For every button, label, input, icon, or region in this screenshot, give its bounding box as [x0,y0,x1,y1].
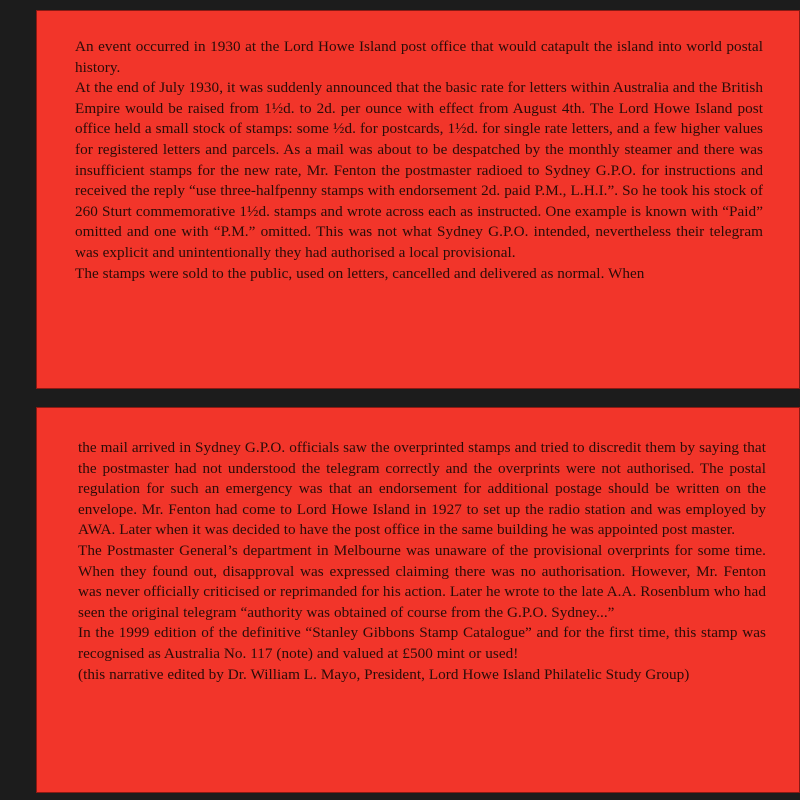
paragraph-mail-arrived: the mail arrived in Sydney G.P.O. officials saw the overprinted stamps and tried to discredit them by saying that the postmaster had not understood the telegram correctly and the overprints were not authorised. The postal regulation for such an emergency was that an endorsement for additional postage should be written on the envelope. Mr. Fenton had come to Lord Howe Island in 1927 to set up the radio station and was employed by AWA. Later when it was decided to have the post office in the same building he was appointed post master. [78,439,766,539]
bottom-text-card [36,407,800,793]
bottom-card-text [78,438,766,685]
paragraph-intro: An event occurred in 1930 at the Lord Howe Island post office that would catapult the island into world postal history. [75,38,763,76]
top-text-card [36,10,800,389]
paragraph-credit: (this narrative edited by Dr. William L. Mayo, President, Lord Howe Island Philatelic Study Group) [78,665,690,683]
top-card-text [75,37,763,284]
paragraph-postmaster-general: The Postmaster General’s department in Melbourne was unaware of the provisional overprints for some time. When they found out, disapproval was expressed claiming there was no authorisation. However, Mr. Fenton was never officially criticised or reprimanded for his action. Later he wrote to the late A.A. Rosenblum who had seen the original telegram “authority was obtained of course from the G.P.O. Sydney...” [78,541,766,621]
paragraph-catalogue: In the 1999 edition of the definitive “Stanley Gibbons Stamp Catalogue” and for the first time, this stamp was recognised as Australia No. 117 (note) and valued at £500 mint or used! [78,624,766,662]
paragraph-rate-change: At the end of July 1930, it was suddenly announced that the basic rate for letters within Australia and the British Empire would be raised from 1½d. to 2d. per ounce with effect from August 4th. The Lord Howe Island post office held a small stock of stamps: some ½d. for postcards, 1½d. for single rate letters, and a few higher values for registered letters and parcels. As a mail was about to be despatched by the monthly steamer and there was insufficient stamps for the new rate, Mr. Fenton the postmaster radioed to Sydney G.P.O. for instructions and received the reply “use three-halfpenny stamps with endorsement 2d. paid P.M., L.H.I.”. So he took his stock of 260 Sturt commemorative 1½d. stamps and wrote across each as instructed. One example is known with “Paid” omitted and one with “P.M.” omitted. This was not what Sydney G.P.O. intended, nevertheless their telegram was explicit and unintentionally they had authorised a local provisional. [75,79,763,261]
paragraph-stamps-sold: The stamps were sold to the public, used on letters, cancelled and delivered as normal. When [75,264,645,282]
